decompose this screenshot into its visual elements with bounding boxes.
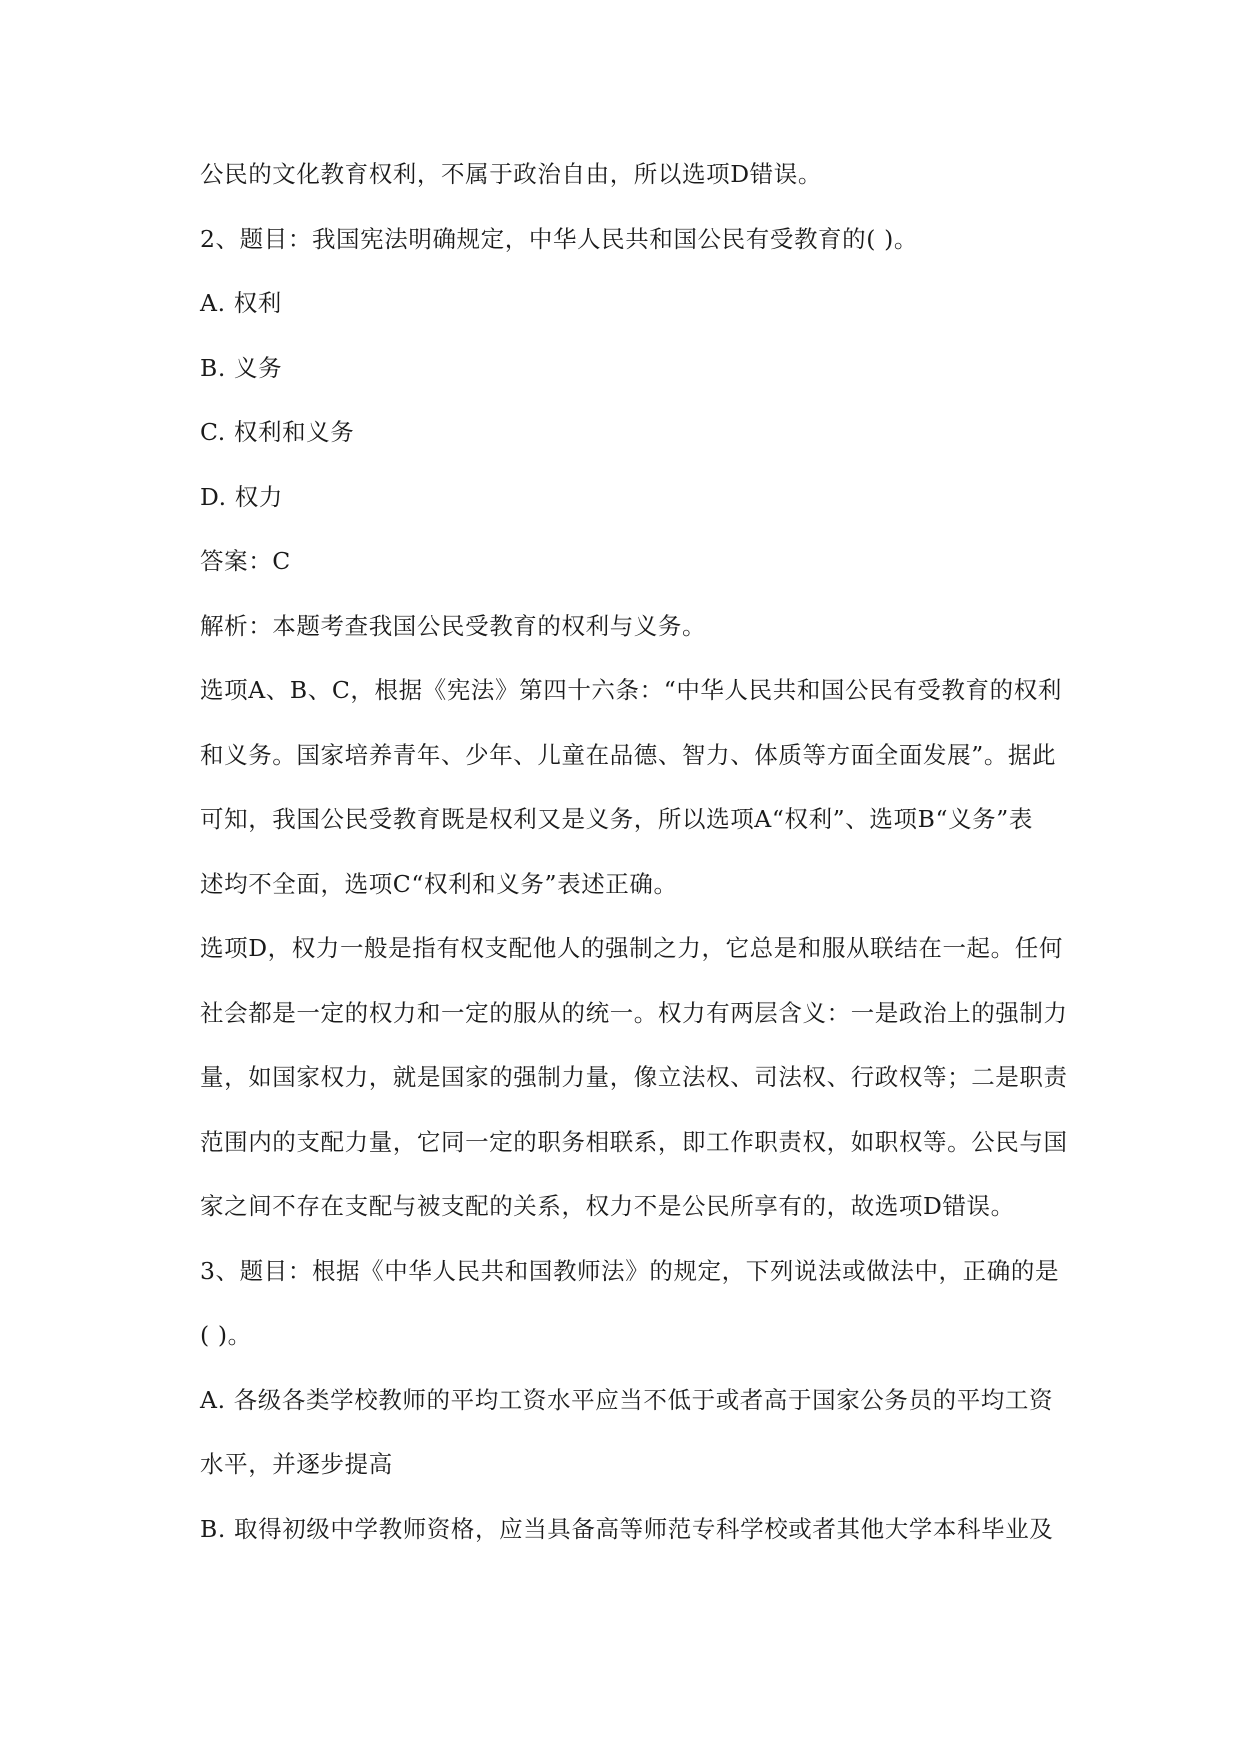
question-2-option-c: C. 权利和义务 bbox=[200, 418, 355, 446]
text-line: 公民的文化教育权利，不属于政治自由，所以选项D错误。 bbox=[200, 160, 822, 188]
text-line: 和义务。国家培养青年、少年、儿童在品德、智力、体质等方面全面发展”。据此 bbox=[200, 740, 1057, 769]
text-line: 述均不全面，选项C“权利和义务”表述正确。 bbox=[200, 869, 678, 898]
question-3-title: 3、题目：根据《中华人民共和国教师法》的规定，下列说法或做法中，正确的是 bbox=[200, 1256, 1060, 1285]
question-2-analysis: 解析：本题考查我国公民受教育的权利与义务。 bbox=[200, 611, 707, 640]
text-line: 水平，并逐步提高 bbox=[200, 1450, 393, 1478]
text-line: 家之间不存在支配与被支配的关系，权力不是公民所享有的，故选项D错误。 bbox=[200, 1192, 1015, 1220]
question-2-answer: 答案：C bbox=[200, 547, 291, 575]
question-2-title: 2、题目：我国宪法明确规定，中华人民共和国公民有受教育的( )。 bbox=[200, 224, 918, 253]
question-3-option-a: A. 各级各类学校教师的平均工资水平应当不低于或者高于国家公务员的平均工资 bbox=[200, 1385, 1054, 1414]
question-2-option-b: B. 义务 bbox=[200, 353, 283, 382]
text-line: 量，如国家权力，就是国家的强制力量，像立法权、司法权、行政权等；二是职责 bbox=[200, 1063, 1068, 1091]
text-line: 社会都是一定的权力和一定的服从的统一。权力有两层含义：一是政治上的强制力 bbox=[200, 998, 1068, 1027]
question-2-option-a: A. 权利 bbox=[200, 289, 282, 317]
text-line: ( )。 bbox=[200, 1321, 252, 1349]
document-body bbox=[200, 142, 1090, 1561]
text-line: 选项D，权力一般是指有权支配他人的强制之力，它总是和服从联结在一起。任何 bbox=[200, 934, 1063, 962]
text-line: 选项A、B、C，根据《宪法》第四十六条：“中华人民共和国公民有受教育的权利 bbox=[200, 676, 1062, 704]
text-line: 可知，我国公民受教育既是权利又是义务，所以选项A“权利”、选项B“义务”表 bbox=[200, 805, 1033, 833]
text-line: 范围内的支配力量，它同一定的职务相联系，即工作职责权，如职权等。公民与国 bbox=[200, 1127, 1068, 1156]
question-3-option-b: B. 取得初级中学教师资格，应当具备高等师范专科学校或者其他大学本科毕业及 bbox=[200, 1514, 1054, 1543]
question-2-option-d: D. 权力 bbox=[200, 482, 283, 511]
